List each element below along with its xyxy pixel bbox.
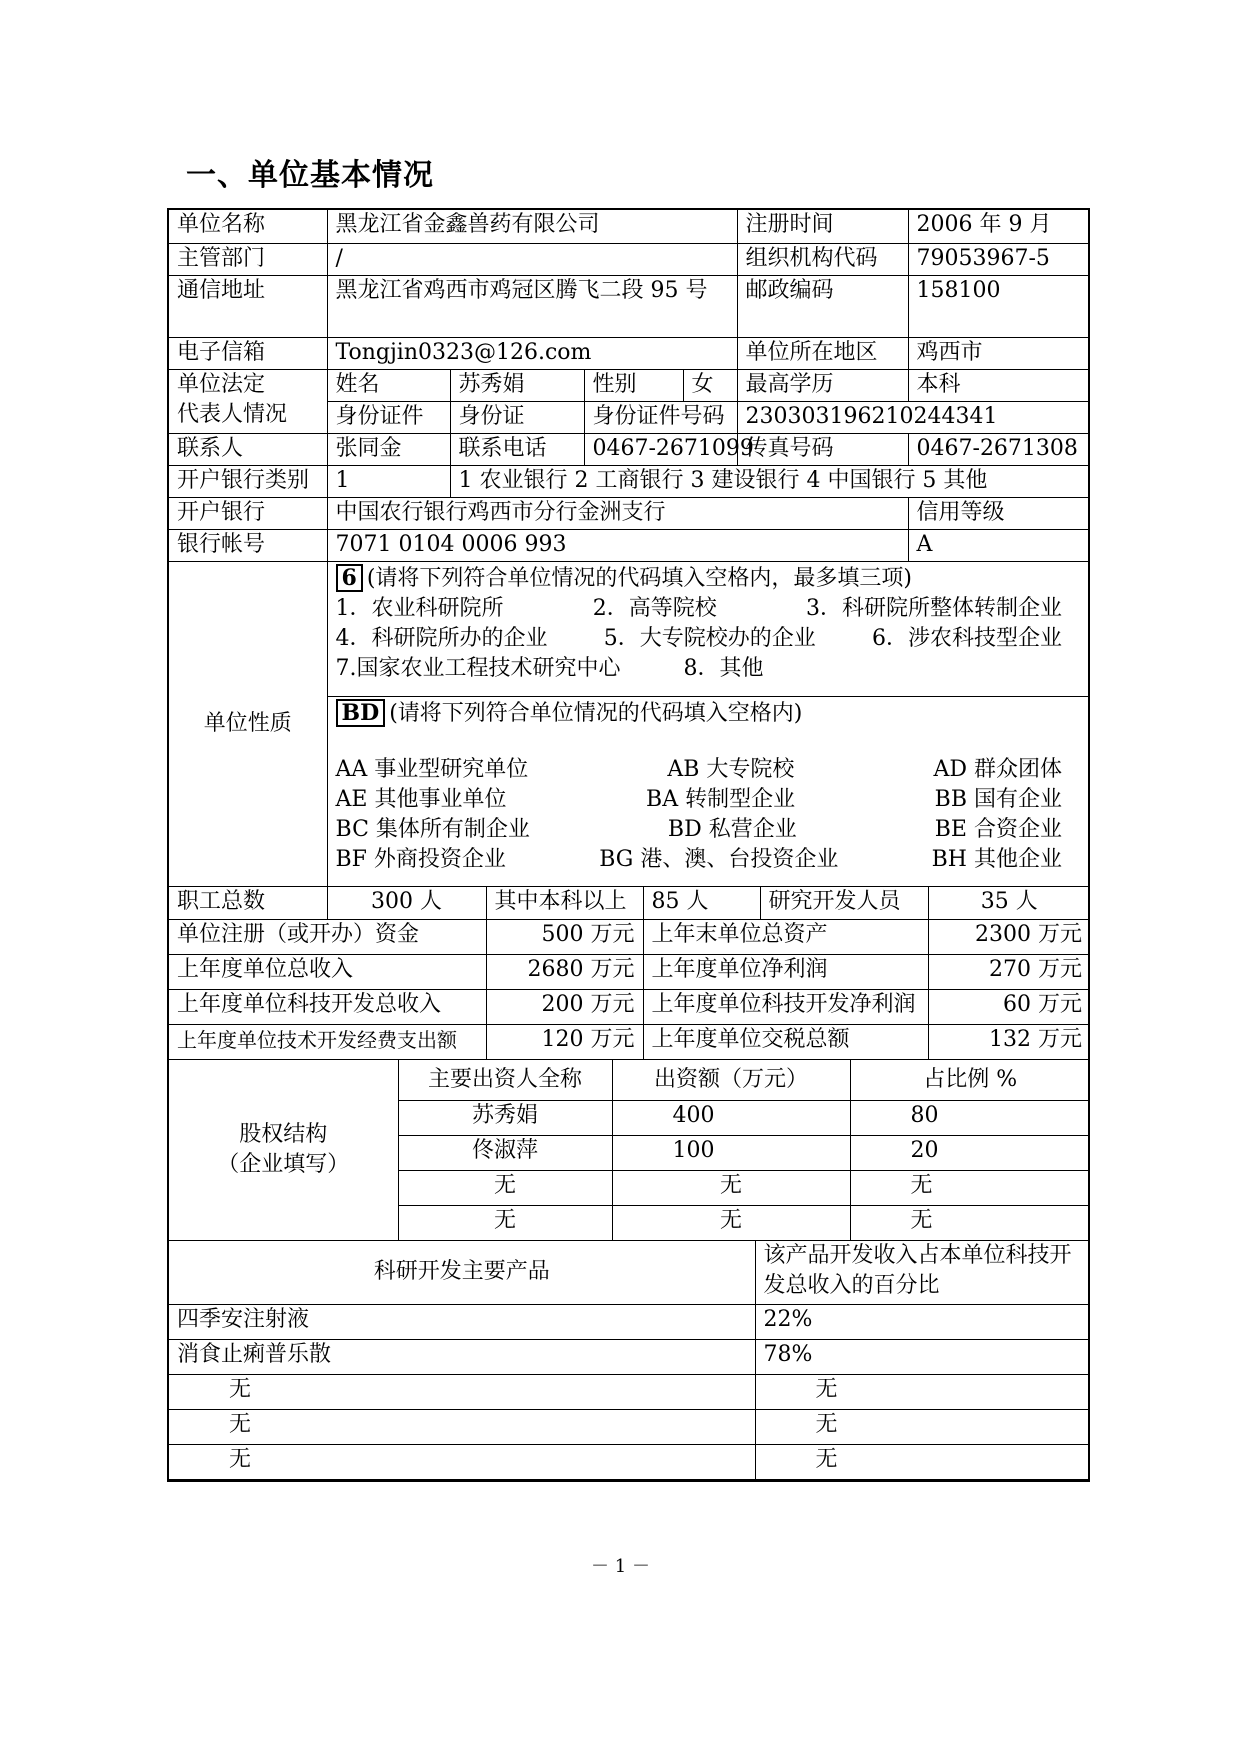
unit-nature-table	[169, 562, 1090, 888]
investment-amount: 400	[612, 1100, 850, 1135]
investment-amount: 无	[612, 1205, 850, 1240]
equity-header: 出资额（万元）	[612, 1060, 850, 1100]
nature-option: BE 合资企业	[934, 817, 1062, 842]
nature-option: BD 私营企业	[667, 817, 797, 842]
nature-option: BF 外商投资企业	[335, 847, 506, 872]
equity-table	[169, 1060, 1090, 1241]
product-share: 无	[755, 1375, 1090, 1410]
nature-code-box-2[interactable]: BD	[336, 699, 386, 727]
bachelor-count: 85 人	[643, 887, 760, 919]
idtype: 身份证	[450, 401, 584, 433]
staff-total-label: 职工总数	[169, 887, 327, 919]
investment-share: 无	[850, 1205, 1090, 1240]
nature-option: BH 其他企业	[931, 847, 1062, 872]
legal-label-line1: 单位法定	[177, 371, 266, 397]
address: 黑龙江省鸡西市鸡冠区腾飞二段 95 号	[327, 275, 737, 337]
finance-table	[169, 920, 1090, 1061]
email: Tongjin0323@126.com	[327, 337, 737, 369]
equity-label-line1: 股权结构	[239, 1121, 328, 1147]
section-heading: 一、单位基本情况	[186, 158, 434, 193]
product-name: 无	[169, 1375, 755, 1410]
investment-amount: 100	[612, 1135, 850, 1170]
finance-value: 120 万元	[486, 1025, 643, 1060]
finance-value: 2680 万元	[486, 955, 643, 990]
contact: 张同金	[327, 433, 450, 465]
region: 鸡西市	[908, 337, 1090, 369]
fax-label: 传真号码	[737, 433, 908, 465]
reg-time-label: 注册时间	[737, 210, 908, 243]
nature-options-2d	[336, 845, 1083, 875]
product-name: 无	[169, 1445, 755, 1480]
products-header: 科研开发主要产品	[169, 1241, 755, 1305]
nature-options-2b	[336, 785, 1083, 815]
nature-option: AA 事业型研究单位	[335, 757, 529, 782]
nature-option: 5．大专院校办的企业	[603, 625, 816, 651]
finance-value: 2300 万元	[928, 920, 1090, 955]
product-name: 消食止痢普乐散	[169, 1340, 755, 1375]
legal-label-line2: 代表人情况	[177, 401, 288, 427]
investment-share: 无	[850, 1170, 1090, 1205]
finance-label: 上年度单位技术开发经费支出额	[169, 1025, 486, 1060]
product-name: 四季安注射液	[169, 1305, 755, 1340]
org-code-label: 组织机构代码	[737, 243, 908, 275]
product-share: 无	[755, 1410, 1090, 1445]
page-number: － 1 －	[591, 1556, 650, 1577]
nature-option: AD 群众团体	[933, 757, 1062, 782]
fax: 0467-2671308	[908, 433, 1090, 465]
investor-name: 无	[398, 1170, 612, 1205]
finance-value: 200 万元	[486, 990, 643, 1025]
unit-name-label: 单位名称	[169, 210, 327, 243]
credit: A	[908, 529, 1090, 561]
unit-name: 黑龙江省金鑫兽药有限公司	[327, 210, 737, 243]
nature-options-2a	[336, 755, 1083, 785]
finance-label: 上年度单位科技开发净利润	[643, 990, 928, 1025]
product-share: 无	[755, 1445, 1090, 1480]
gender-label: 性别	[584, 369, 683, 401]
equity-label	[169, 1060, 398, 1240]
phone: 0467-2671099	[584, 433, 737, 465]
finance-label: 单位注册（或开办）资金	[169, 920, 486, 955]
nature-option: AB 大专院校	[667, 757, 795, 782]
nature-options-1c	[336, 654, 1083, 684]
staff-total: 300 人	[327, 887, 486, 919]
nature-option: 8．其他	[683, 655, 764, 681]
finance-value: 132 万元	[928, 1025, 1090, 1060]
rd-staff-count: 35 人	[928, 887, 1090, 919]
nature-options-2c	[336, 815, 1083, 845]
bank-type-options: 1 农业银行 2 工商银行 3 建设银行 4 中国银行 5 其他	[450, 465, 1090, 497]
postcode: 158100	[908, 275, 1090, 337]
region-label: 单位所在地区	[737, 337, 908, 369]
dept: /	[327, 243, 737, 275]
finance-label: 上年度单位科技开发总收入	[169, 990, 486, 1025]
nature-option: 3．科研院所整体转制企业	[806, 595, 1062, 621]
gender: 女	[683, 369, 737, 401]
nature-code-box-1[interactable]: 6	[336, 564, 363, 592]
account: 7071 0104 0006 993	[327, 529, 908, 561]
finance-label: 上年度单位交税总额	[643, 1025, 928, 1060]
product-name: 无	[169, 1410, 755, 1445]
nature-label: 单位性质	[169, 562, 327, 887]
investment-share: 80	[850, 1100, 1090, 1135]
name-label: 姓名	[327, 369, 450, 401]
nature-option: BC 集体所有制企业	[335, 817, 530, 842]
bank-label: 开户银行	[169, 497, 327, 529]
products-table	[169, 1241, 1090, 1481]
basic-info-table	[169, 210, 1090, 562]
idtype-label: 身份证件	[327, 401, 450, 433]
product-share: 22%	[755, 1305, 1090, 1340]
org-code: 79053967-5	[908, 243, 1090, 275]
nature-option: 2．高等院校	[592, 595, 717, 621]
idno-label: 身份证件号码	[584, 401, 737, 433]
postcode-label: 邮政编码	[737, 275, 908, 337]
nature-option: 1．农业科研院所	[335, 595, 504, 621]
equity-header: 主要出资人全称	[398, 1060, 612, 1100]
staff-table	[169, 887, 1090, 920]
dept-label: 主管部门	[169, 243, 327, 275]
bank-type-label: 开户银行类别	[169, 465, 327, 497]
reg-time: 2006 年 9 月	[908, 210, 1090, 243]
investor-name: 佟淑萍	[398, 1135, 612, 1170]
nature-option: 4．科研院所办的企业	[335, 625, 548, 651]
nature-hint-1: (请将下列符合单位情况的代码填入空格内，最多填三项)	[366, 565, 912, 591]
investment-share: 20	[850, 1135, 1090, 1170]
idno: 230303196210244341	[737, 401, 1090, 433]
nature-option: BG 港、澳、台投资企业	[599, 847, 839, 872]
finance-value: 500 万元	[486, 920, 643, 955]
contact-label: 联系人	[169, 433, 327, 465]
rd-staff-label: 研究开发人员	[760, 887, 928, 919]
nature-option: BB 国有企业	[934, 787, 1062, 812]
edu-label: 最高学历	[737, 369, 908, 401]
edu: 本科	[908, 369, 1090, 401]
address-label: 通信地址	[169, 275, 327, 337]
bank: 中国农行银行鸡西市分行金洲支行	[327, 497, 908, 529]
nature-option: 6．涉农科技型企业	[872, 625, 1062, 651]
nature-hint-2: (请将下列符合单位情况的代码填入空格内)	[389, 701, 803, 726]
investor-name: 无	[398, 1205, 612, 1240]
nature-option: 7.国家农业工程技术研究中心	[335, 655, 621, 681]
finance-label: 上年度单位总收入	[169, 955, 486, 990]
bank-type: 1	[327, 465, 450, 497]
equity-label-line2: （企业填写）	[217, 1151, 350, 1177]
nature-option: AE 其他事业单位	[335, 787, 507, 812]
legal-rep-label	[169, 369, 327, 433]
bachelor-label: 其中本科以上	[486, 887, 643, 919]
account-label: 银行帐号	[169, 529, 327, 561]
email-label: 电子信箱	[169, 337, 327, 369]
product-share: 78%	[755, 1340, 1090, 1375]
name: 苏秀娟	[450, 369, 584, 401]
unit-info-form	[167, 208, 1090, 1482]
investor-name: 苏秀娟	[398, 1100, 612, 1135]
finance-label: 上年末单位总资产	[643, 920, 928, 955]
nature-options-1a	[336, 594, 1083, 624]
nature-option: BA 转制型企业	[646, 787, 796, 812]
nature-options-1b	[336, 624, 1083, 654]
credit-label: 信用等级	[908, 497, 1090, 529]
investment-amount: 无	[612, 1170, 850, 1205]
products-share-header: 该产品开发收入占本单位科技开发总收入的百分比	[755, 1241, 1090, 1305]
finance-value: 60 万元	[928, 990, 1090, 1025]
finance-label: 上年度单位净利润	[643, 955, 928, 990]
finance-value: 270 万元	[928, 955, 1090, 990]
equity-header: 占比例 %	[850, 1060, 1090, 1100]
phone-label: 联系电话	[450, 433, 584, 465]
